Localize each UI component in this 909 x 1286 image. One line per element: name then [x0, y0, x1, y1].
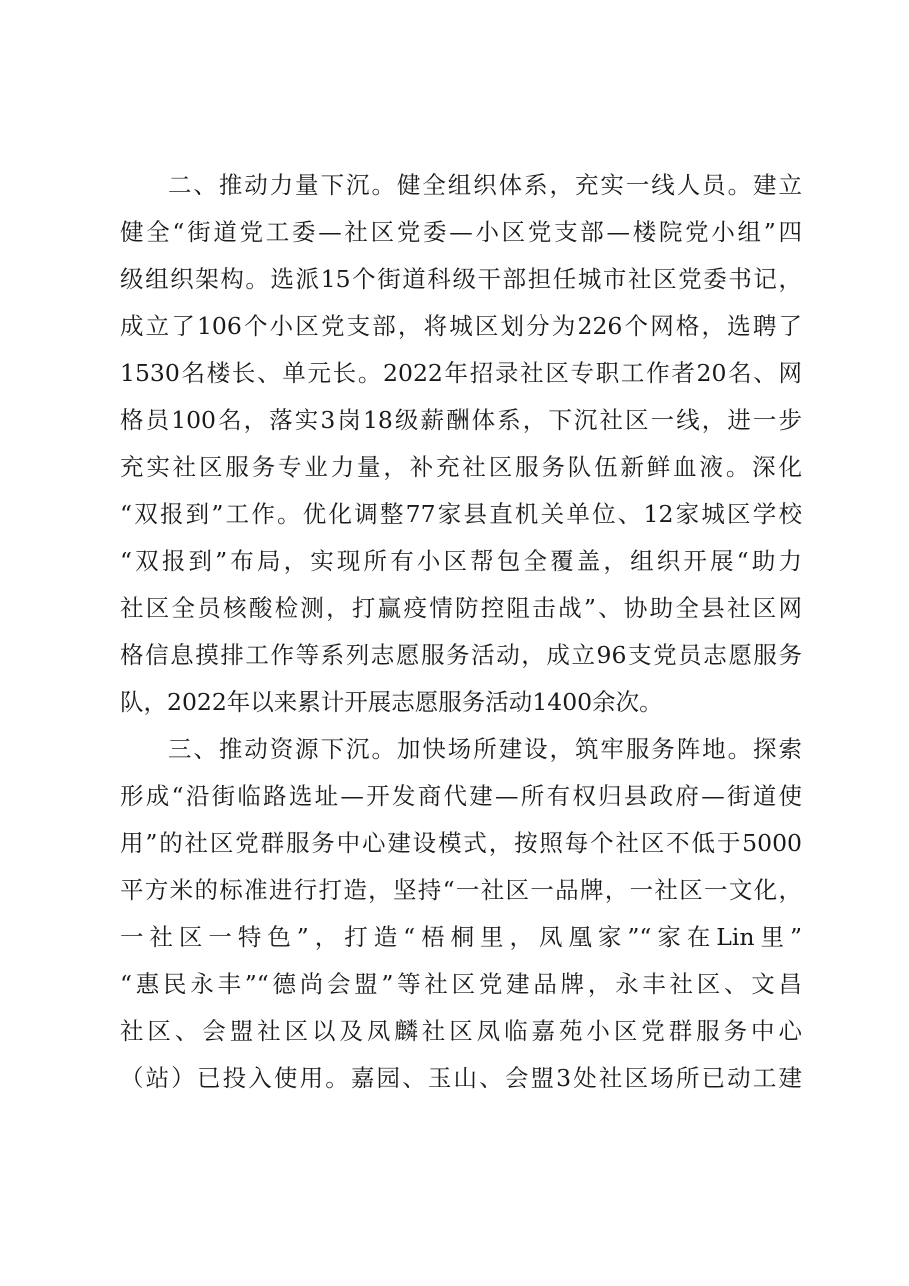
- text-line: “双报到”工作。优化调整77家县直机关单位、12家城区学校: [120, 500, 802, 528]
- text-line: 用”的社区党群服务中心建设模式，按照每个社区不低于5000: [120, 829, 802, 857]
- paragraph-section-2: [120, 162, 802, 726]
- text-line: 格信息摸排工作等系列志愿服务活动，成立96支党员志愿服务: [120, 641, 802, 669]
- document-body: [120, 162, 802, 1102]
- text-line: 形成“沿街临路选址—开发商代建—所有权归县政府—街道使: [120, 782, 802, 810]
- text-line: “惠民永丰”“德尚会盟”等社区党建品牌，永丰社区、文昌: [120, 970, 802, 998]
- text-line: 成立了106个小区党支部，将城区划分为226个网格，选聘了: [120, 312, 802, 340]
- text-line: 社区全员核酸检测，打赢疫情防控阻击战”、协助全县社区网: [120, 594, 802, 622]
- text-line: （站）已投入使用。嘉园、玉山、会盟3处社区场所已动工建: [120, 1064, 802, 1092]
- text-line: 三、推动资源下沉。加快场所建设，筑牢服务阵地。探索: [168, 735, 802, 763]
- text-line: 二、推动力量下沉。健全组织体系，充实一线人员。建立: [168, 171, 802, 199]
- text-line: “双报到”布局，实现所有小区帮包全覆盖，组织开展“助力: [120, 547, 802, 575]
- paragraph-section-3: [120, 726, 802, 1102]
- text-line: 1530名楼长、单元长。2022年招录社区专职工作者20名、网: [120, 359, 802, 387]
- text-line: 健全“街道党工委—社区党委—小区党支部—楼院党小组”四: [120, 218, 802, 246]
- text-line: 充实社区服务专业力量，补充社区服务队伍新鲜血液。深化: [120, 453, 802, 481]
- text-line: 级组织架构。选派15个街道科级干部担任城市社区党委书记，: [120, 265, 802, 293]
- text-line-last: 队，2022年以来累计开展志愿服务活动1400余次。: [120, 688, 663, 716]
- text-line: 格员100名，落实3岗18级薪酬体系，下沉社区一线，进一步: [120, 406, 802, 434]
- text-line: 社区、会盟社区以及凤麟社区凤临嘉苑小区党群服务中心: [120, 1017, 802, 1045]
- text-line: 一社区一特色”，打造“梧桐里，凤凰家”“家在Lin里”: [120, 923, 802, 951]
- text-line: 平方米的标准进行打造，坚持“一社区一品牌，一社区一文化，: [120, 876, 802, 904]
